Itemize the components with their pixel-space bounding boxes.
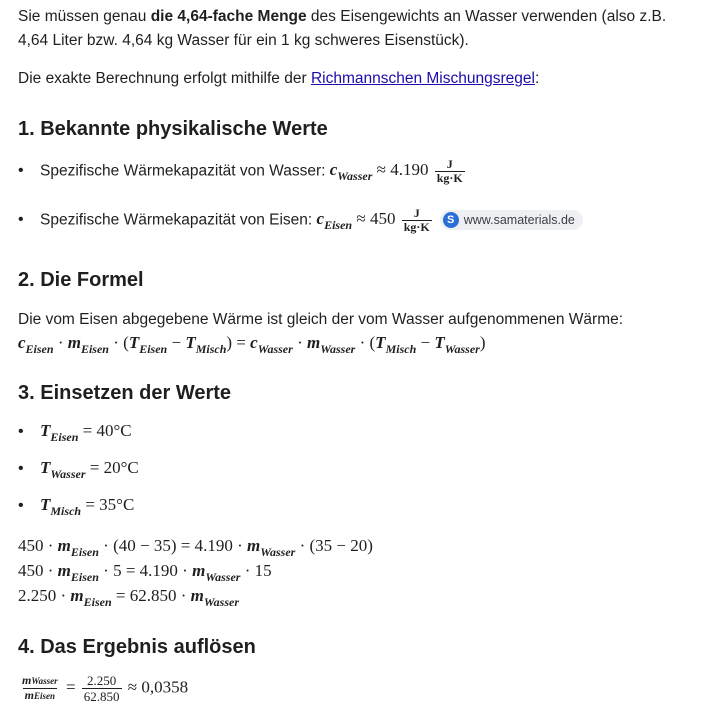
- list-item-iron-capacity: • Spezifische Wärmekapazität von Eisen: $c_{Eisen} \approx 450$ $\frac{J}{kg\cdot K}$ S www.samaterials.de: [18, 207, 583, 234]
- source-logo-icon: S: [443, 212, 459, 228]
- intro-paragraph: [18, 5, 690, 53]
- result-value: ≈ 0,0358: [127, 677, 189, 697]
- value-fraction: $\frac{2.250}{62.850}$: [83, 673, 120, 704]
- calculation-line-3: $2.250 \cdot m_{Eisen} = 62.850 \cdot m_{Wasser}$: [18, 586, 240, 609]
- mass-ratio-fraction: $\frac{\text{mWasser}}{\text{mEisen}}$: [22, 673, 58, 702]
- method-colon: :: [534, 70, 540, 87]
- source-chip-label: www.samaterials.de: [463, 213, 575, 228]
- unit-fraction: $\frac{J}{kg\cdot K}$: [436, 157, 463, 185]
- list-item-t-wasser: • $T_{Wasser} = 20^\circ C$: [18, 458, 139, 481]
- section-2-heading: 2. Die Formel: [18, 269, 144, 291]
- method-text: Die exakte Berechnung erfolgt mithilfe der: [18, 70, 311, 87]
- formula: $c_{Wasser} \approx 4.190$ $\frac{J}{kg\cdot K}$: [329, 157, 463, 185]
- result-formula: $\frac{\text{mWasser}}{\text{mEisen}}$ = $\frac{2.250}{62.850}$ ≈ 0,0358: [22, 673, 189, 704]
- list-item-t-eisen: • $T_{Eisen} = 40^\circ C$: [18, 421, 132, 444]
- method-paragraph: [18, 67, 539, 91]
- intro-bold: die 4,64-fache Menge: [150, 8, 307, 25]
- section-1-heading: 1. Bekannte physikalische Werte: [18, 118, 328, 140]
- intro-text-2: des Eisengewichts an Wasser verwenden (also z.B. 4,64 Liter bzw. 4,64 kg Wasser für ein 1 kg schweres Eisenstück).: [18, 8, 667, 49]
- source-chip[interactable]: [440, 210, 583, 230]
- richmann-link[interactable]: Richmannschen Mischungsregel: [310, 70, 535, 87]
- calculation-line-1: $450 \cdot m_{Eisen} \cdot (40 - 35) = 4.190 \cdot m_{Wasser} \cdot (35 - 20)$: [18, 536, 373, 559]
- calculation-line-2: $450 \cdot m_{Eisen} \cdot 5 = 4.190 \cdot m_{Wasser} \cdot 15$: [18, 561, 272, 584]
- list-item-t-misch: • $T_{Misch} = 35^\circ C$: [18, 495, 135, 518]
- list-item-water-capacity: • Spezifische Wärmekapazität von Wasser: $c_{Wasser} \approx 4.190$ $\frac{J}{kg\cdot K}$: [18, 158, 467, 185]
- list-item-text: Spezifische Wärmekapazität von Eisen:: [40, 211, 317, 229]
- section-4-heading: 4. Das Ergebnis auflösen: [18, 636, 256, 658]
- unit-fraction: $\frac{J}{kg\cdot K}$: [403, 206, 430, 234]
- mixing-formula: $c_{Eisen} \cdot m_{Eisen} \cdot (T_{Eisen} - T_{Misch}) = c_{Wasser} \cdot m_{Wasser} \cdot (T_{Misch} - T_{Wasser})$: [18, 333, 486, 356]
- list-item-text: Spezifische Wärmekapazität von Wasser:: [40, 162, 330, 180]
- section-3-heading: 3. Einsetzen der Werte: [18, 382, 232, 404]
- formula-explanation: Die vom Eisen abgegebene Wärme ist gleich der vom Wasser aufgenommenen Wärme:: [18, 311, 624, 328]
- formula: $c_{Eisen} \approx 450$ $\frac{J}{kg\cdot K}$: [316, 206, 430, 234]
- intro-text: Sie müssen genau: [18, 8, 151, 25]
